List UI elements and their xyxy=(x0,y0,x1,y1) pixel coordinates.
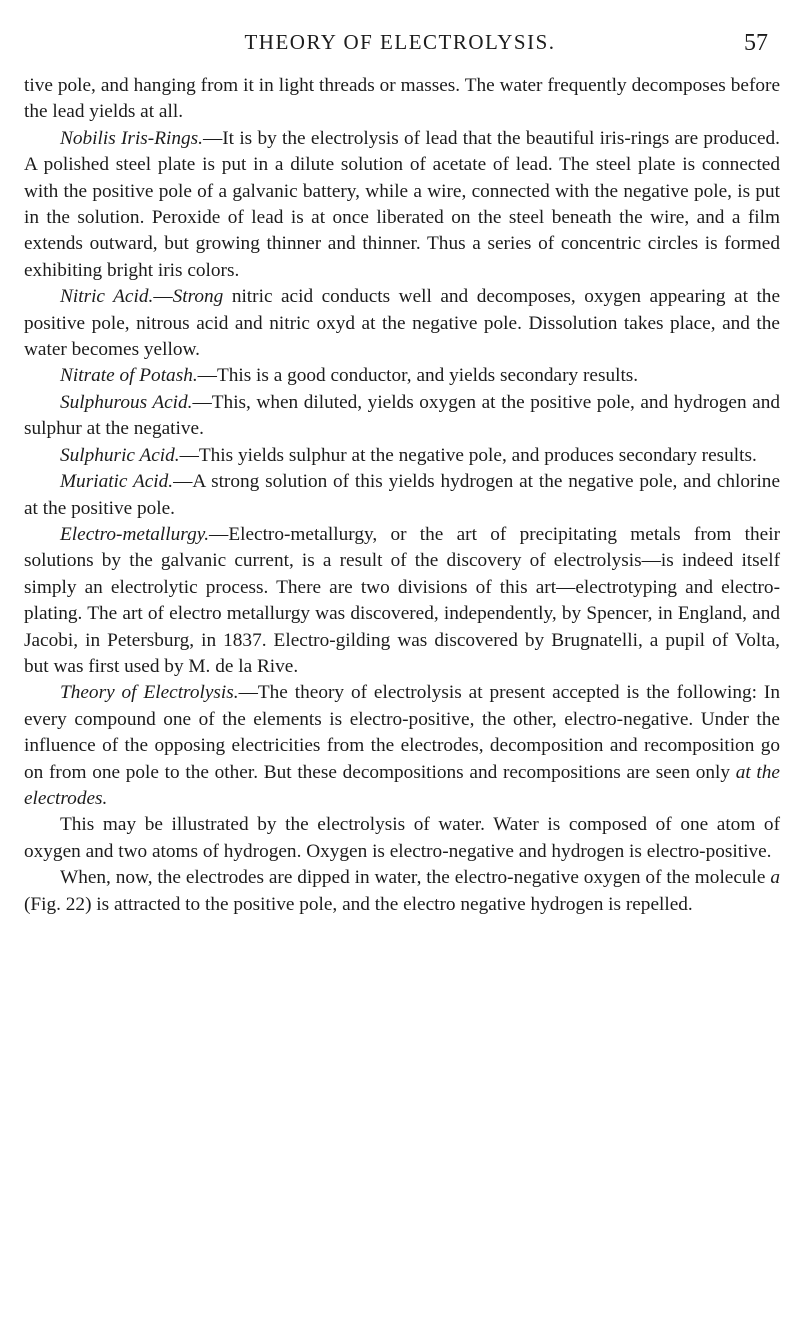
paragraph-text: This may be illustrated by the electrolysis of water. Water is composed of one atom of oxygen and two atoms of hydrogen. Oxygen is electro-negative and hydrogen is electro-positive. xyxy=(24,814,780,862)
emphasis: Strong xyxy=(172,286,224,308)
section-term: Muriatic Acid. xyxy=(60,471,174,493)
paragraph-text: (Fig. 22) is attracted to the positive pole, and the electro negative hydrogen is repelled. xyxy=(24,893,693,915)
section-term: Sulphuric Acid. xyxy=(60,444,180,466)
paragraph xyxy=(24,284,780,363)
paragraph-text: tive pole, and hanging from it in light threads or masses. The water frequently decomposes before the lead yields at all. xyxy=(24,75,780,123)
emphasis: at the electrodes. xyxy=(24,761,780,809)
paragraph xyxy=(24,522,780,680)
section-term: Nitric Acid. xyxy=(60,286,154,308)
paragraph xyxy=(24,363,780,389)
page-header xyxy=(0,30,800,60)
paragraph xyxy=(24,812,780,865)
section-term: Theory of Electrolysis. xyxy=(60,682,239,704)
body-text xyxy=(24,73,780,918)
paragraph xyxy=(24,443,780,469)
paragraph-text: —This is a good conductor, and yields secondary results. xyxy=(197,365,639,387)
section-term: Nitrate of Potash. xyxy=(60,365,198,387)
paragraph xyxy=(24,390,780,443)
paragraph xyxy=(24,469,780,522)
emphasis: a xyxy=(770,867,780,889)
paragraph-text: —It is by the electrolysis of lead that the beautiful iris-rings are produced. A polished steel plate is put in a dilute solution of acetate of lead. The steel plate is connected with the positive pole of a galvanic battery, while a wire, connected with the negative pole, is put in the solution. Peroxide of lead is at once liberated on the steel beneath the wire, and a film extends outward, but growing thinner and thinner. Thus a series of concentric circles is formed exhibiting bright iris colors. xyxy=(24,127,780,281)
paragraph xyxy=(24,680,780,812)
page-number: 57 xyxy=(744,30,768,56)
paragraph xyxy=(24,865,780,918)
paragraph-text: —The theory of electrolysis at present accepted is the following: In every compound one of the elements is electro-positive, the other, electro-negative. Under the influence of the opposing electricities from the electrodes, decomposition and recomposition go on from one pole to the other. But these decompositions and recompositions are seen only xyxy=(24,682,780,783)
paragraph-text: — xyxy=(153,286,173,308)
paragraph-text: —Electro-metallurgy, or the art of precipitating metals from their solutions by the galvanic current, is a result of the discovery of electrolysis—is indeed itself simply an electrolytic process. There are two divisions of this art—electrotyping and electro-plating. The art of electro metallurgy was discovered, independently, by Spencer, in England, and Jacobi, in Petersburg, in 1837. Electro-gilding was discovered by Brugnatelli, a pupil of Volta, but was first used by M. de la Rive. xyxy=(24,523,780,677)
section-term: Nobilis Iris-Rings. xyxy=(60,127,203,149)
paragraph-text: When, now, the electrodes are dipped in water, the electro-negative oxygen of the molecule xyxy=(60,867,771,889)
paragraph xyxy=(24,126,780,284)
paragraph-text: —This, when diluted, yields oxygen at the positive pole, and hydrogen and sulphur at the negative. xyxy=(24,391,780,440)
paragraph xyxy=(24,73,780,126)
paragraph-text: —A strong solution of this yields hydrogen at the negative pole, and chlorine at the positive pole. xyxy=(24,471,780,519)
section-term: Sulphurous Acid. xyxy=(60,391,193,413)
section-term: Electro-metallurgy. xyxy=(60,523,210,545)
running-title: THEORY OF ELECTROLYSIS. xyxy=(244,30,556,54)
paragraph-text: nitric acid conducts well and decomposes, oxygen appearing at the positive pole, nitrous acid and nitric oxyd at the negative pole. Dissolution takes place, and the water becomes yellow. xyxy=(24,286,781,361)
paragraph-text: —This yields sulphur at the negative pole, and produces secondary results. xyxy=(179,444,757,466)
